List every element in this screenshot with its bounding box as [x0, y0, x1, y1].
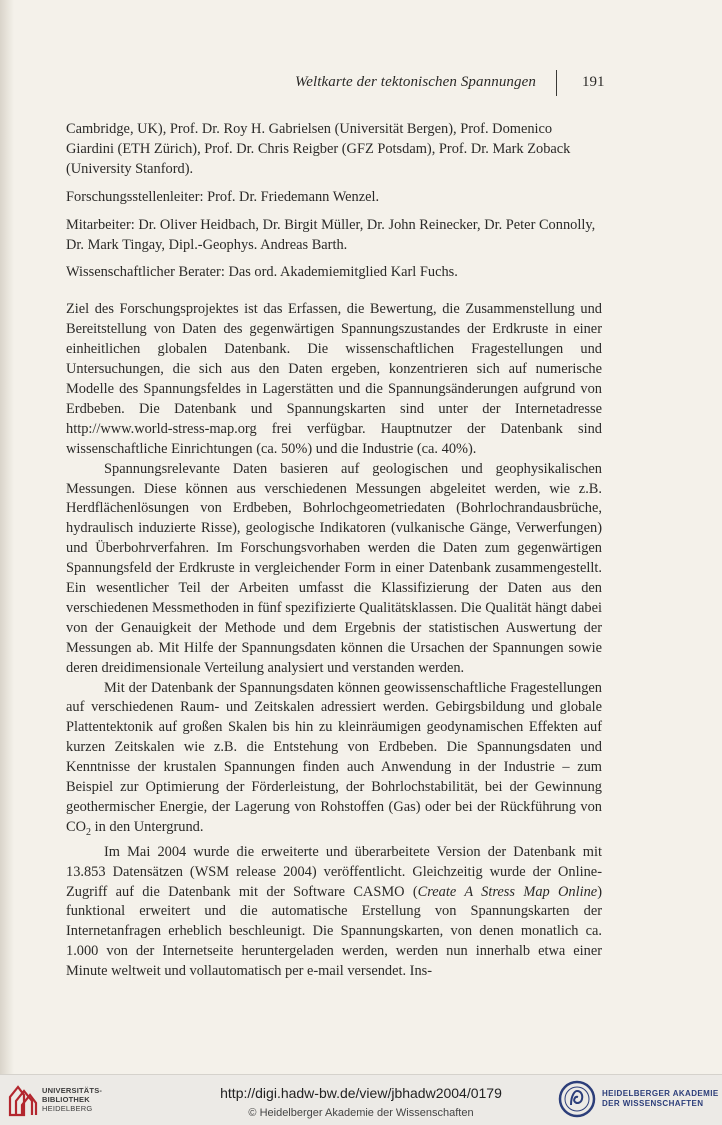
body-paragraph-1: Ziel des Forschungsprojektes ist das Erfassen, die Bewertung, die Zusammenstellung und Bereitstellung von Daten des gegenwärtigen Spannungszustandes der Erdkruste in einer einheitlichen globalen Datenbank. Die wissenschaftlichen Fragestellungen und Untersuchungen, die sich aus den Daten ergeben, konzentrieren sich auf numerische Modelle des Spannungsfeldes in Lagerstätten und die Spannungsänderungen aufgrund von Erdbeben. Die Datenbank und Spannungskarten sind unter der Internetadresse http://www.world-stress-map.org frei verfügbar. Hauptnutzer der Datenbank sind wissenschaftliche Einrichtungen (ca. 50%) und die Industrie (ca. 40%).: [66, 301, 602, 457]
page-number: 191: [582, 74, 605, 90]
academy-name: [602, 1089, 719, 1109]
digitization-footer: [0, 1074, 722, 1125]
advisor-paragraph: Wissenschaftlicher Berater: Das ord. Akademiemitglied Karl Fuchs.: [66, 264, 458, 281]
copyright-notice: © Heidelberger Akademie der Wissenschaften: [248, 1107, 474, 1119]
library-name-line-3: HEIDELBERG: [42, 1104, 93, 1113]
paragraph-4-end: ) funktional erweitert und die automatische Erstellung von Spannungskarten der Internetanfragen erheblich beschleunigt. Die Spannungskarten, von denen monatlich ca. 1.000 von der Internetseite heruntergeladen werden, werden nun innerhalb etwa einer Minute weltweit und vollautomatisch per e-mail versendet. Ins-: [66, 883, 602, 980]
paragraph-3-end: in den Untergrund.: [91, 818, 204, 835]
library-name-line-1: UNIVERSITÄTS-: [42, 1086, 103, 1095]
body-text: [66, 120, 602, 982]
body-paragraph-4: [66, 843, 602, 982]
permalink[interactable]: http://digi.hadw-bw.de/view/jbhadw2004/0179: [220, 1085, 502, 1101]
casmo-expansion: Create A Stress Map Online: [417, 883, 598, 900]
paragraph-4-text: Im Mai 2004 wurde die erweiterte und überarbeitete Version der Datenbank mit 13.853 Datensätzen (WSM release 2004) veröffentlicht. Gleichzeitig wurde der Online-Zugriff auf die Datenbank mit der Software CASMO (: [66, 843, 602, 900]
body-paragraph-3: [66, 679, 602, 843]
running-title: Weltkarte der tektonischen Spannungen: [294, 74, 536, 90]
paragraph-3-text: Mit der Datenbank der Spannungsdaten können geowissenschaftliche Fragestellungen auf verschiedenen Raum- und Zeitskalen adressiert werden. Gebirgsbildung und globale Plattentektonik auf großen Skalen bis hin zu kleinräumigen geodynamischen Effekten auf kurzen Zeitskalen wie z.B. die Entstehung von Erdbeben. Die Spannungsdaten und Kenntnisse der krustalen Spannungen finden auch Anwendung in der Industrie – zum Beispiel zur Optimierung der Förderleistung, der Bohrlochstabilität, bei der Gewinnung geothermischer Energie, der Lagerung von Rohstoffen (Gas) oder bei der Rückführung von CO: [66, 679, 602, 835]
co2-subscript: 2: [86, 826, 91, 838]
body-paragraph-2: Spannungsrelevante Daten basieren auf geologischen und geophysikalischen Messungen. Diese können aus verschiedenen Messungen abgeleitet werden, wie z.B. Herdflächenlösungen von Erdbeben, Bohrlochgeometriedaten (Bohrlochrandausbrüche, hydraulisch induzierte Risse), geologische Indikatoren (vulkanische Gänge, Verwerfungen) und Überbohrverfahren. Im Forschungsvorhaben werden die Daten zum gegenwärtigen Spannungsfeld der Erdkruste in vergleichender Form in einer Datenbank zusammengestellt. Ein wesentlicher Teil der Arbeiten umfasst die Klassifizierung der Daten aus den verschiedenen Messmethoden in fünf spezifizierte Qualitätsklassen. Die Qualität hängt dabei von der Genauigkeit der Methode und dem Ergebnis der statistischen Auswertung der Messungen ab. Mit Hilfe der Spannungsdaten können die Ursachen der Spannungen sowie deren dreidimensionale Verteilung analysiert und verstanden werden.: [66, 460, 602, 676]
academy-name-line-2: DER WISSENSCHAFTEN: [602, 1099, 704, 1108]
library-name-line-2: BIBLIOTHEK: [42, 1095, 90, 1104]
header-divider: [556, 70, 557, 96]
contributors-paragraph: Cambridge, UK), Prof. Dr. Roy H. Gabrielsen (Universität Bergen), Prof. Domenico Giardini (ETH Zürich), Prof. Dr. Chris Reigber (GFZ Potsdam), Prof. Dr. Mark Zoback (University Stanford).: [66, 121, 571, 177]
academy-name-line-1: HEIDELBERGER AKADEMIE: [602, 1089, 719, 1098]
academy-seal-icon: [558, 1080, 596, 1118]
staff-paragraph: Mitarbeiter: Dr. Oliver Heidbach, Dr. Birgit Müller, Dr. John Reinecker, Dr. Peter Connolly, Dr. Mark Tingay, Dipl.-Geophys. Andreas Barth.: [66, 216, 596, 253]
running-head: [0, 70, 722, 96]
research-lead-paragraph: Forschungsstellenleiter: Prof. Dr. Friedemann Wenzel.: [66, 188, 380, 205]
